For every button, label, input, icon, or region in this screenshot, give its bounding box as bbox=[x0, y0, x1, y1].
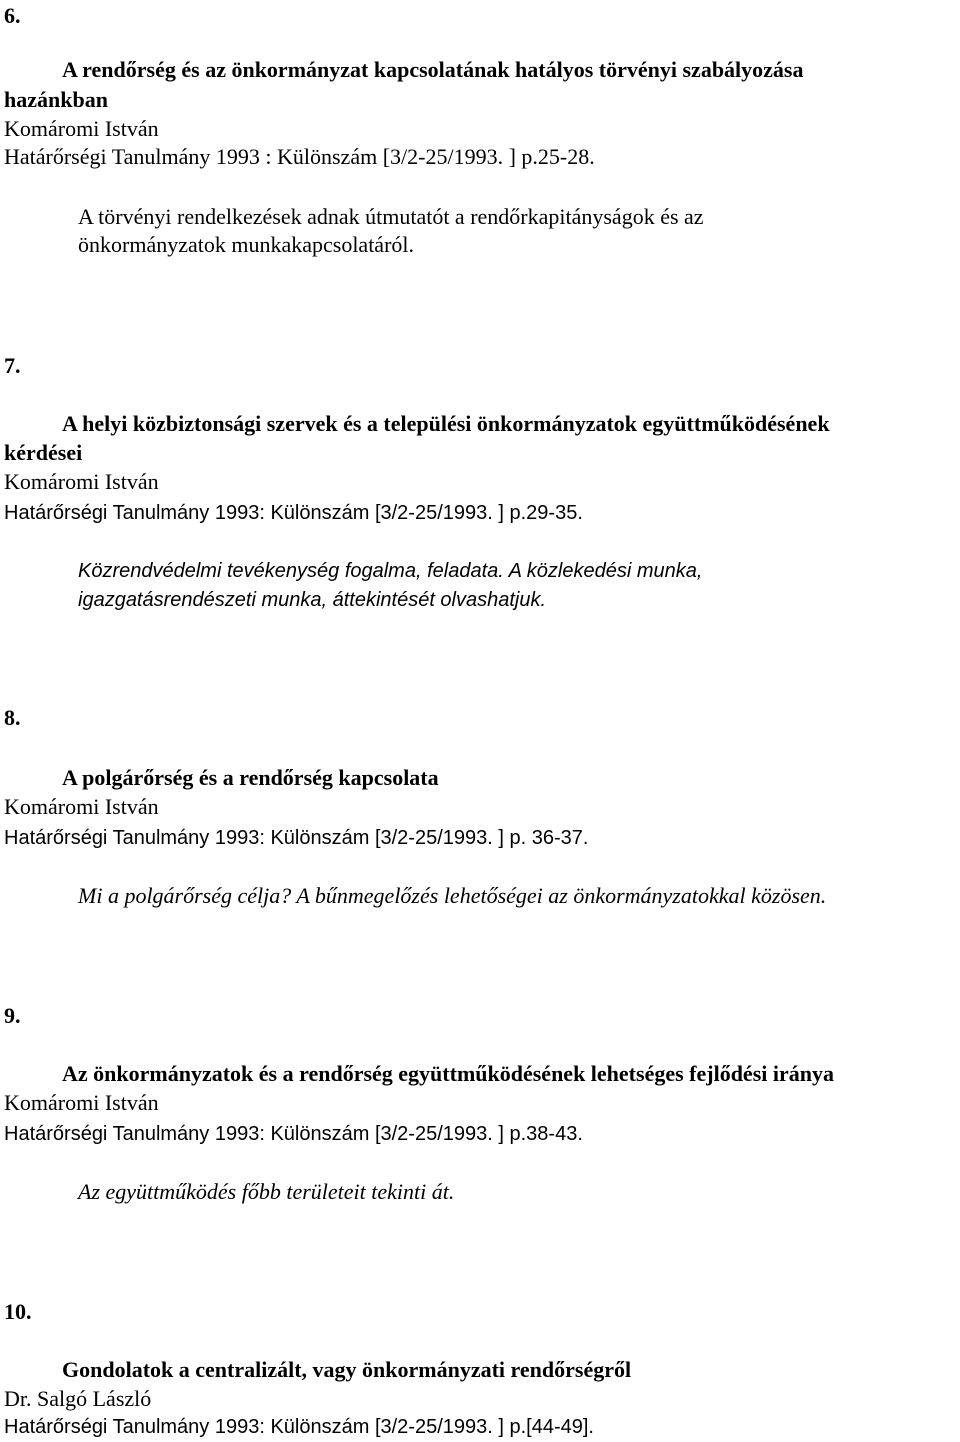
entry-source: Határőrségi Tanulmány 1993 : Különszám [3/2-25/1993. ] p.25-28. bbox=[4, 144, 595, 169]
entry-summary: önkormányzatok munkakapcsolatáról. bbox=[78, 232, 415, 257]
entry-number: 7. bbox=[4, 353, 21, 378]
entry-title: Gondolatok a centralizált, vagy önkormányzati rendőrségről bbox=[62, 1357, 632, 1382]
entry-source: Határőrségi Tanulmány 1993: Különszám [3/2-25/1993. ] p.[44-49]. bbox=[4, 1416, 594, 1438]
entry-source: Határőrségi Tanulmány 1993: Különszám [3/2-25/1993. ] p.38-43. bbox=[4, 1123, 583, 1145]
entry-summary: A törvényi rendelkezések adnak útmutatót a rendőrkapitányságok és az bbox=[78, 204, 704, 229]
entry-title: kérdései bbox=[4, 440, 83, 465]
entry-author: Komáromi István bbox=[4, 1090, 159, 1115]
entry-source: Határőrségi Tanulmány 1993: Különszám [3/2-25/1993. ] p. 36-37. bbox=[4, 827, 589, 849]
entry-title: A helyi közbiztonsági szervek és a települési önkormányzatok együttműködésének bbox=[62, 411, 830, 436]
entry-title: A polgárőrség és a rendőrség kapcsolata bbox=[62, 765, 439, 790]
entry-source: Határőrségi Tanulmány 1993: Különszám [3/2-25/1993. ] p.29-35. bbox=[4, 502, 583, 524]
entry-number: 9. bbox=[4, 1003, 21, 1028]
entry-number: 6. bbox=[4, 3, 21, 28]
entry-summary: Közrendvédelmi tevékenység fogalma, feladata. A közlekedési munka, bbox=[78, 560, 703, 582]
entry-number: 8. bbox=[4, 705, 21, 730]
entry-summary: Az együttműködés főbb területeit tekinti át. bbox=[78, 1179, 455, 1204]
entry-author: Komáromi István bbox=[4, 794, 159, 819]
entry-summary: igazgatásrendészeti munka, áttekintését olvashatjuk. bbox=[78, 589, 547, 611]
entry-title: A rendőrség és az önkormányzat kapcsolatának hatályos törvényi szabályozása bbox=[62, 57, 804, 82]
entry-title: hazánkban bbox=[4, 87, 108, 112]
entry-author: Dr. Salgó László bbox=[4, 1386, 152, 1411]
entry-title: Az önkormányzatok és a rendőrség együttműködésének lehetséges fejlődési iránya bbox=[62, 1061, 834, 1086]
entry-number: 10. bbox=[4, 1299, 32, 1324]
entry-summary: Mi a polgárőrség célja? A bűnmegelőzés lehetőségei az önkormányzatokkal közösen. bbox=[78, 883, 827, 908]
entry-author: Komáromi István bbox=[4, 116, 159, 141]
entry-author: Komáromi István bbox=[4, 469, 159, 494]
